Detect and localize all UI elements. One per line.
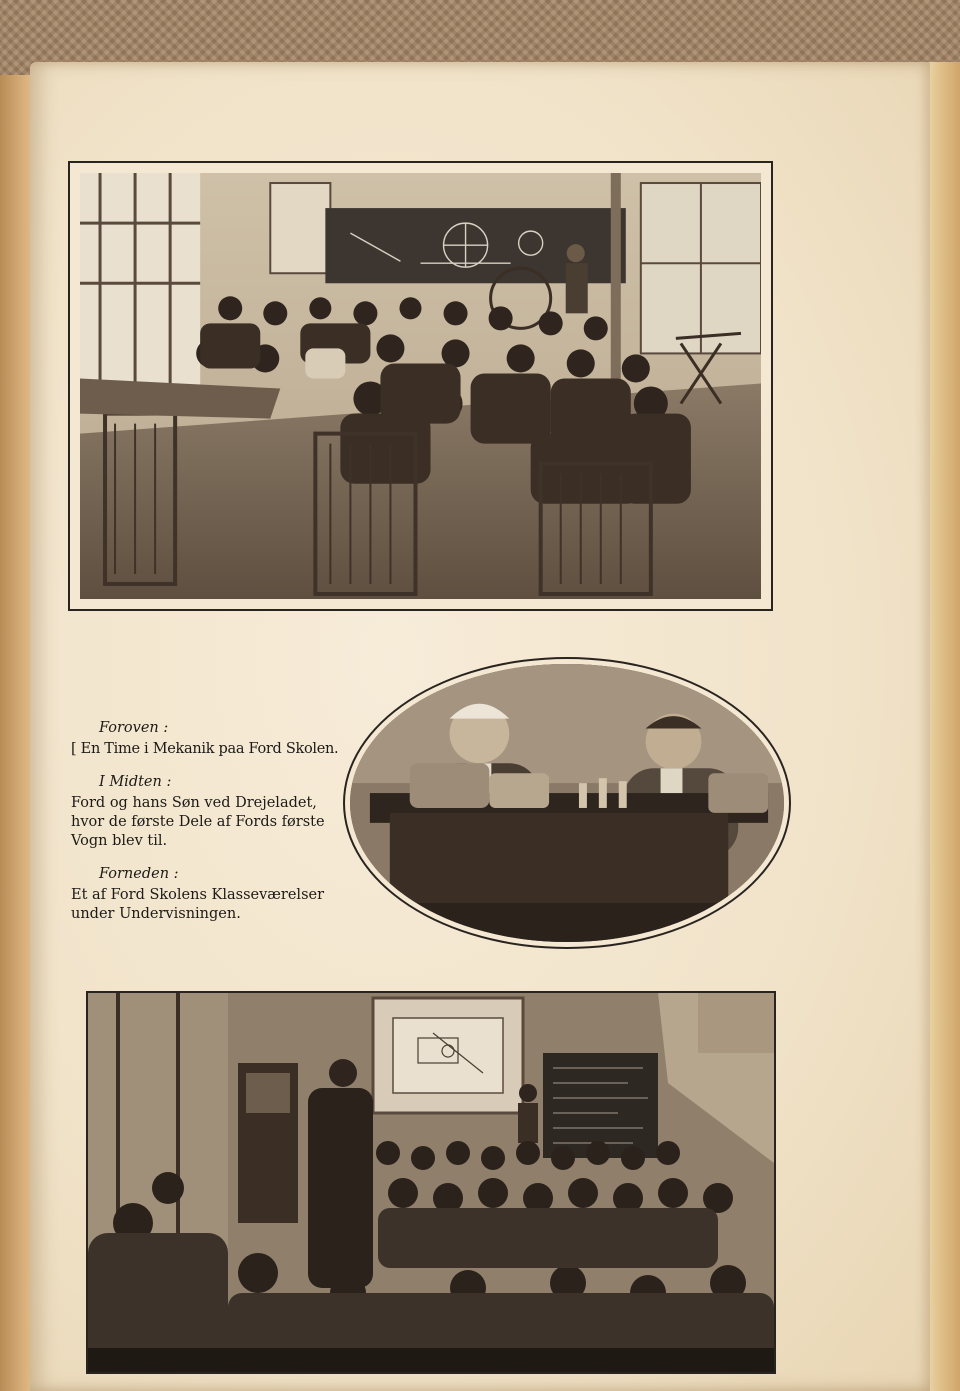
- photo-mechanics-class-frame: [68, 161, 773, 611]
- caption-top-text: [ En Time i Mekanik paa Ford Skolen.: [71, 741, 339, 757]
- caption-middle: [71, 773, 371, 851]
- photo-lathe-frame: [343, 657, 791, 949]
- caption-bottom: [71, 865, 371, 924]
- caption-column: [71, 719, 371, 938]
- caption-bottom-text: Et af Ford Skolens Klasseværelser under Undervisningen.: [71, 887, 325, 922]
- caption-middle-heading: I Midten :: [99, 774, 172, 790]
- book-page: [30, 62, 930, 1391]
- photo-classroom-frame: [86, 991, 776, 1374]
- photo-lathe: [350, 664, 784, 942]
- caption-top-heading: Foroven :: [99, 720, 169, 736]
- caption-bottom-heading: Forneden :: [99, 866, 179, 882]
- photo-classroom: [88, 993, 774, 1372]
- caption-top: [71, 719, 371, 759]
- photo-mechanics-class: [80, 173, 761, 599]
- caption-middle-text: Ford og hans Søn ved Drejeladet, hvor de første Dele af Fords første Vogn blev til.: [71, 795, 325, 849]
